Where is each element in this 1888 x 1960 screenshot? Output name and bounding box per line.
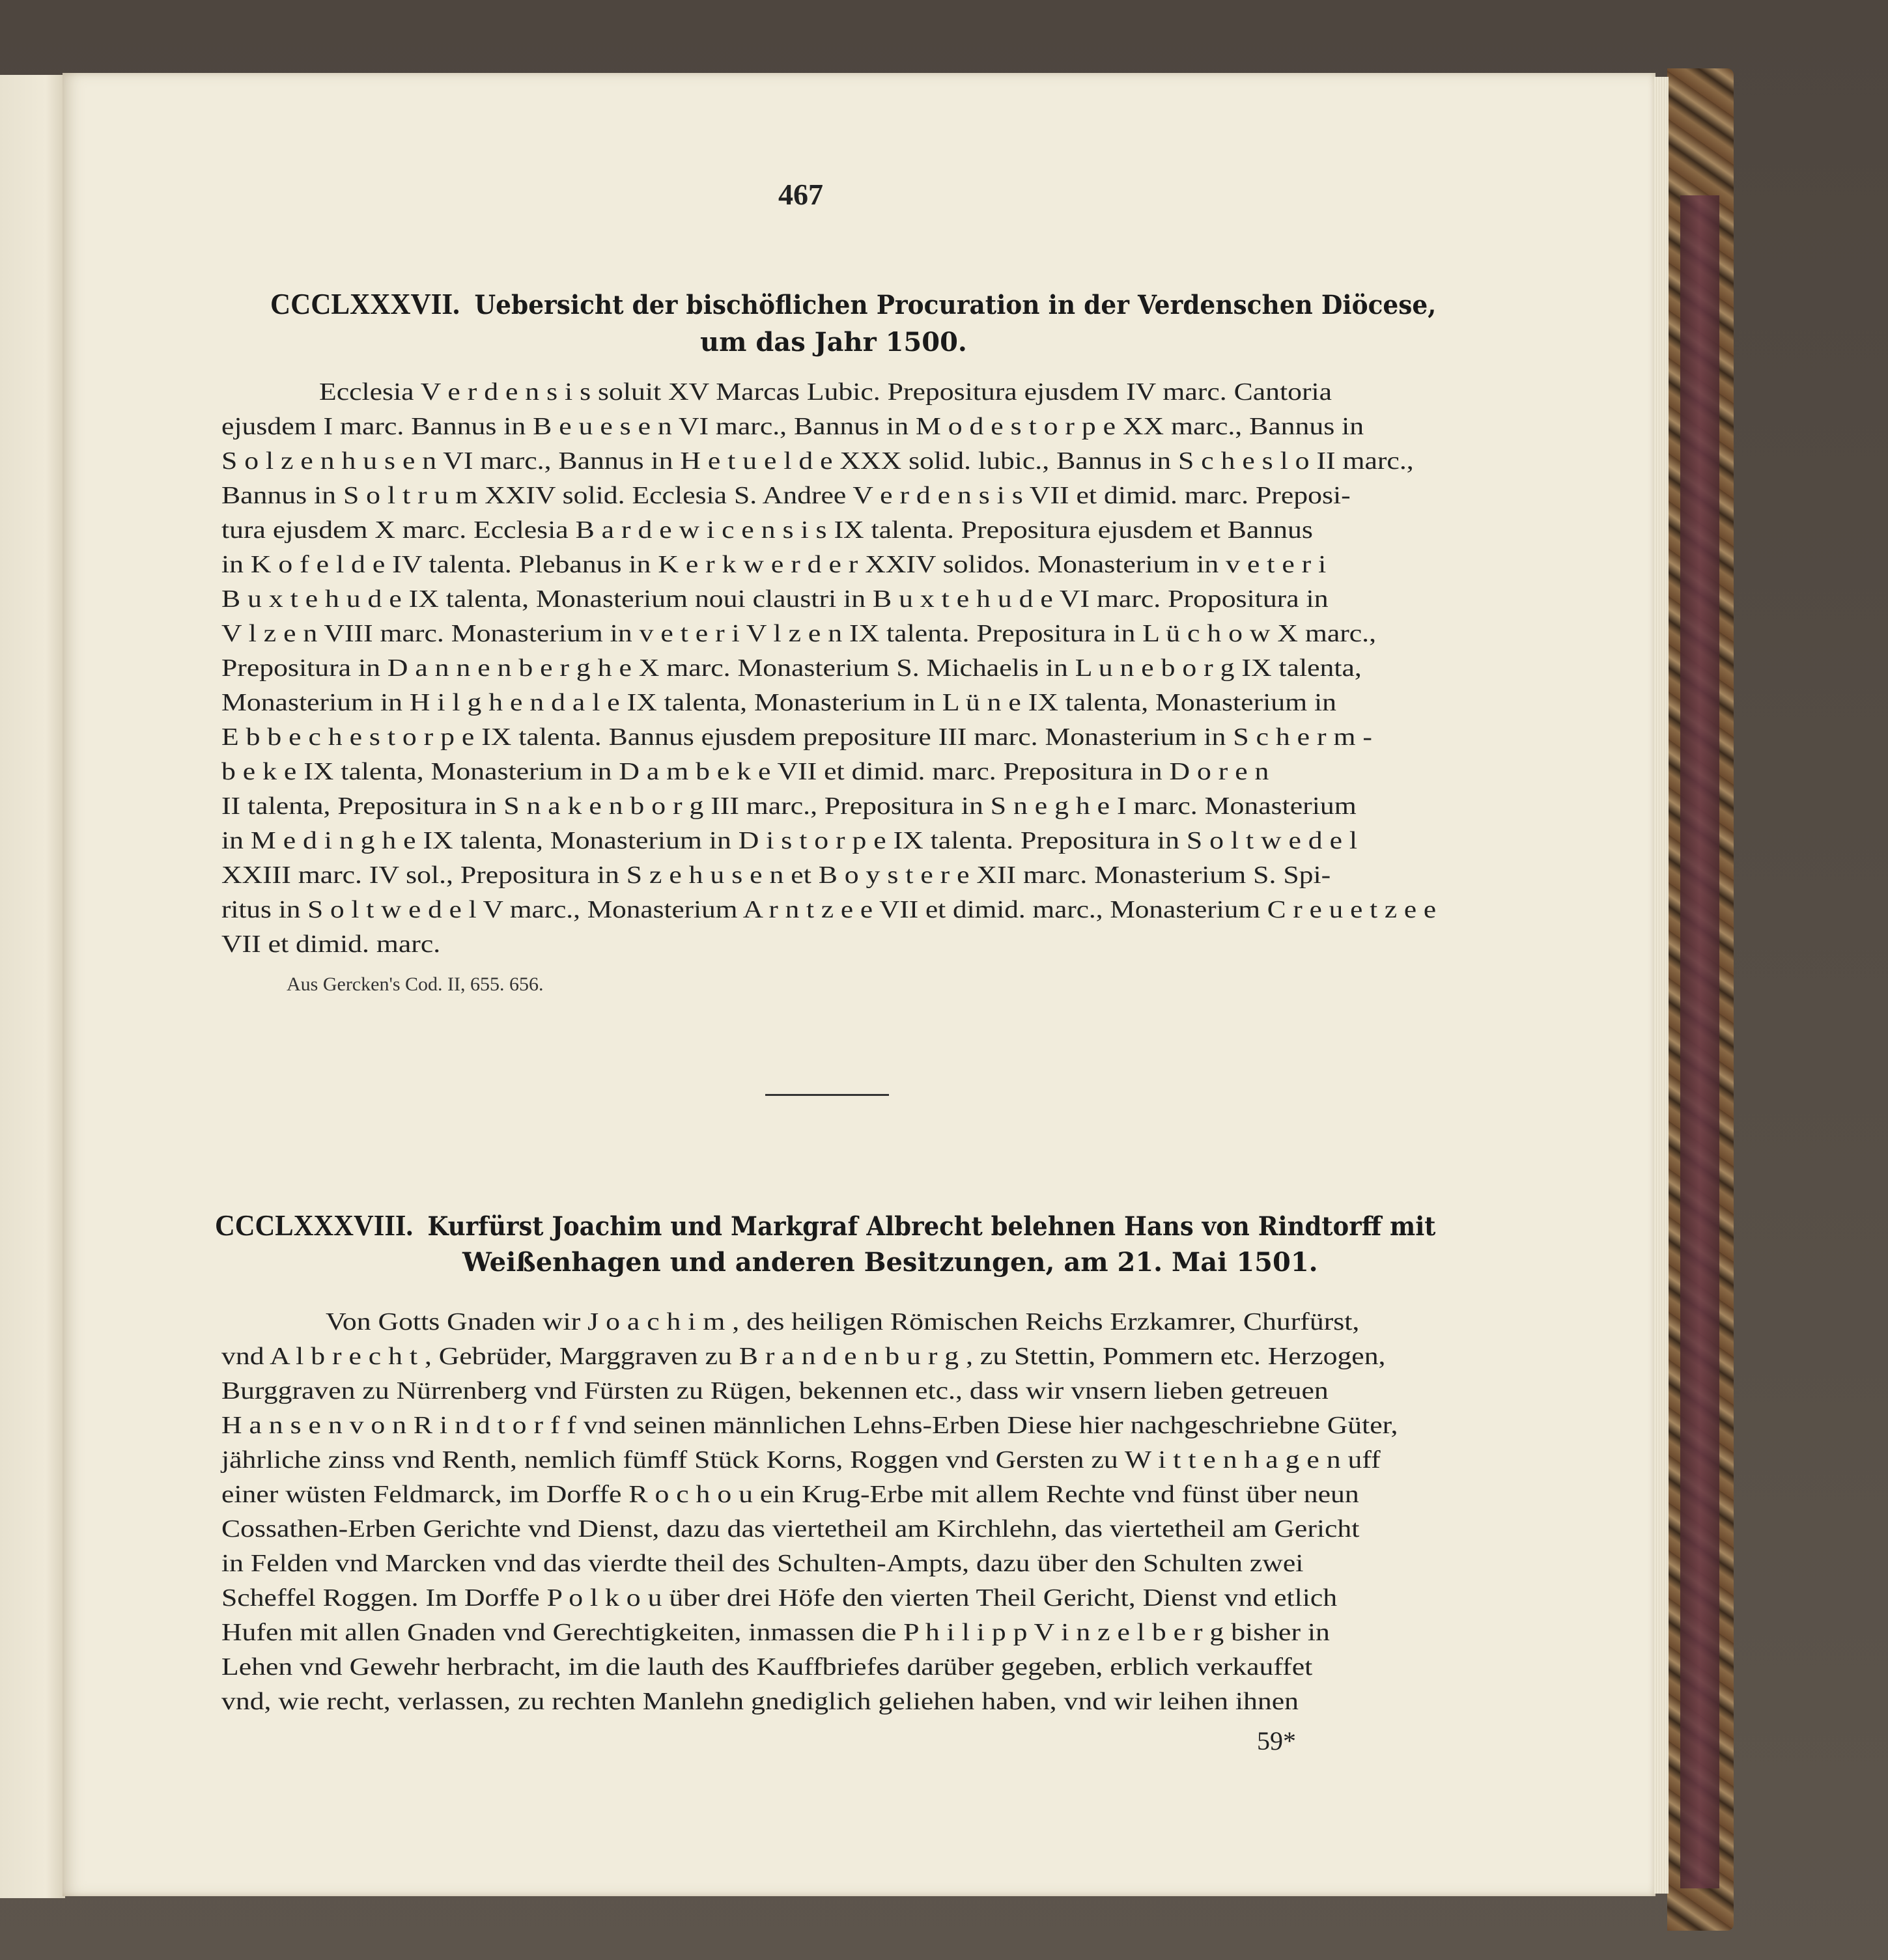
section2-heading-line2 <box>462 1244 1318 1278</box>
section1-line: b e k e IX talenta, Monasterium in D a m b e k e VII et dimid. marc. Prepositura in D o r e n <box>221 758 1269 785</box>
section2-line: Burggraven zu Nürrenberg vnd Fürsten zu Rügen, bekennen etc., dass wir vnsern lieben getreuen <box>221 1377 1329 1405</box>
section2-line: vnd, wie recht, verlassen, zu rechten Manlehn gnediglich geliehen haben, vnd wir leihen ihnen <box>221 1688 1299 1715</box>
section1-line: E b b e c h e s t o r p e IX talenta. Bannus ejusdem prepositure III marc. Monasterium in S c h e r m - <box>221 723 1372 751</box>
section1-title-line1: Uebersicht der bischöflichen Procuration in der Verdenschen Diöcese, <box>474 290 1437 320</box>
section2-title-line1: Kurfürst Joachim und Markgraf Albrecht belehnen Hans von Rindtorff mit <box>427 1211 1436 1242</box>
section2-line: Hufen mit allen Gnaden vnd Gerechtigkeiten, inmassen die P h i l i p p V i n z e l b e r g bisher in <box>221 1619 1330 1646</box>
section1-line: Prepositura in D a n n e n b e r g h e X marc. Monasterium S. Michaelis in L u n e b o r g IX talenta, <box>221 654 1362 682</box>
section2-title-line2: Weißenhagen und anderen Besitzungen, am 21. Mai 1501. <box>462 1247 1318 1278</box>
section1-line: ejusdem I marc. Bannus in B e u e s e n VI marc., Bannus in M o d e s t o r p e XX marc., Bannus in <box>221 413 1364 440</box>
section2-line: H a n s e n v o n R i n d t o r f f vnd seinen männlichen Lehns-Erben Diese hier nachgeschriebne Güter, <box>221 1412 1398 1439</box>
section2-line: jährliche zinss vnd Renth, nemlich fümff Stück Korns, Roggen vnd Gersten zu W i t t e n h a g e n uff <box>221 1446 1381 1474</box>
section2-line: einer wüsten Feldmarck, im Dorffe R o c h o u ein Krug-Erbe mit allem Rechte vnd fünst über neun <box>221 1481 1359 1508</box>
page-number: 467 <box>778 178 823 211</box>
section1-line: ritus in S o l t w e d e l V marc., Monasterium A r n t z e e VII et dimid. marc., Monasterium C r e u e t z e e <box>221 896 1437 923</box>
section2-line: Von Gotts Gnaden wir J o a c h i m , des heiligen Römischen Reichs Erzkamrer, Churfürst, <box>326 1308 1360 1336</box>
section1-line: Bannus in S o l t r u m XXIV solid. Ecclesia S. Andree V e r d e n s i s VII et dimid. marc. Preposi- <box>221 482 1351 509</box>
section1-line: in M e d i n g h e IX talenta, Monasterium in D i s t o r p e IX talenta. Prepositura in S o l t w e d e l <box>221 827 1358 854</box>
signature-mark: 59* <box>1257 1726 1296 1756</box>
section1-heading-line1 <box>270 287 1436 321</box>
section1-line: VII et dimid. marc. <box>221 931 441 958</box>
section1-line: tura ejusdem X marc. Ecclesia B a r d e w i c e n s i s IX talenta. Prepositura ejusdem et Bannus <box>221 516 1313 544</box>
section1-line: V l z e n VIII marc. Monasterium in v e t e r i V l z e n IX talenta. Prepositura in L ü c h o w X marc., <box>221 620 1377 647</box>
section2-line: in Felden vnd Marcken vnd das vierdte theil des Schulten-Ampts, dazu über den Schulten zwei <box>221 1550 1304 1577</box>
section1-line: B u x t e h u d e IX talenta, Monasterium noui claustri in B u x t e h u d e VI marc. Propositura in <box>221 585 1329 613</box>
section-divider <box>765 1094 889 1096</box>
section2-line: vnd A l b r e c h t , Gebrüder, Marggraven zu B r a n d e n b u r g , zu Stettin, Pommern etc. Herzogen, <box>221 1343 1386 1370</box>
section2-line: Scheffel Roggen. Im Dorffe P o l k o u über drei Höfe den vierten Theil Gericht, Dienst vnd etlich <box>221 1584 1338 1612</box>
section2-line: Cossathen-Erben Gerichte vnd Dienst, dazu das viertetheil am Kirchlehn, das viertetheil am Gericht <box>221 1515 1360 1543</box>
book-spine-leather <box>1680 195 1719 1888</box>
section1-line: Ecclesia V e r d e n s i s soluit XV Marcas Lubic. Prepositura ejusdem IV marc. Cantoria <box>319 378 1332 406</box>
section1-line: Monasterium in H i l g h e n d a l e IX talenta, Monasterium in L ü n e IX talenta, Monasterium in <box>221 689 1337 716</box>
section1-source: Aus Gercken's Cod. II, 655. 656. <box>287 973 544 995</box>
section2-line: Lehen vnd Gewehr herbracht, im die lauth des Kauffbriefes darüber gegeben, erblich verkauffet <box>221 1653 1313 1681</box>
section2-numeral: CCCLXXXVIII. <box>215 1209 414 1242</box>
section1-heading-line2 <box>700 324 967 358</box>
section2-heading-line1 <box>215 1208 1435 1242</box>
section1-title-line2: um das Jahr 1500. <box>700 327 967 357</box>
section1-line: XXIII marc. IV sol., Prepositura in S z e h u s e n et B o y s t e r e XII marc. Monasterium S. Spi- <box>221 861 1331 889</box>
section1-numeral: CCCLXXXVII. <box>270 287 460 320</box>
section1-line: II talenta, Prepositura in S n a k e n b o r g III marc., Prepositura in S n e g h e I marc. Monasterium <box>221 792 1357 820</box>
section1-line: S o l z e n h u s e n VI marc., Bannus in H e t u e l d e XXX solid. lubic., Bannus in S c h e s l o II marc., <box>221 447 1414 475</box>
page-stack-edges <box>1654 77 1669 1894</box>
section1-line: in K o f e l d e IV talenta. Plebanus in K e r k w e r d e r XXIV solidos. Monasterium in v e t e r i <box>221 551 1327 578</box>
left-page-edge <box>0 75 65 1898</box>
